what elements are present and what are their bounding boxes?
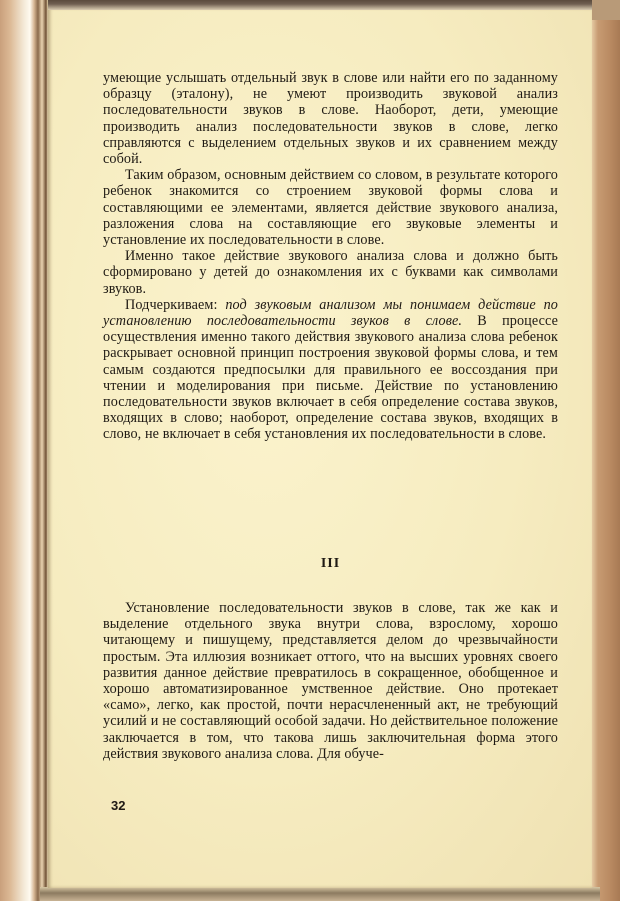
paragraph-1: умеющие услышать отдельный звук в слове или найти его по заданному образцу (эталону), не умеют производить звуковой анализ последовательности звуков в слове. Наоборот, дети, умеющие производить анализ последовательности звуков в слове, легко справляются с выделением отдельных звуков и их сравнением между собой.	[103, 70, 558, 168]
paragraph-3: Именно такое действие звукового анализа слова и должно быть сформировано у детей до ознакомления их с буквами как символами звуков.	[103, 248, 558, 297]
paragraph-2: Таким образом, основным действием со словом, в результате которого ребенок знакомится со строением звуковой формы слова и составляющими ее элементами, является действие звукового анализа, разложения слова на составляющие его звуковые элементы и установление их последовательности в слове.	[103, 167, 558, 249]
paragraph-4-lead: Подчеркиваем:	[125, 296, 226, 313]
book-left-edge	[0, 0, 48, 901]
paragraph-5: Установление последовательности звуков в слове, так же как и выделение отдельного звука внутри слова, взрослому, хорошо читающему и пишущему, представляется делом до чрезвычайности простым. Эта иллюзия возникает оттого, что на высших уровнях своего развития данное действие превратилось в сокращенное, обобщенное и хорошо автоматизированное умственное действие. Оно протекает «само», легко, как простой, почти нерасчлененный акт, не требующий усилий и не составляющий особой задачи. Но действительное положение заключается в том, что такова лишь заключительная форма этого действия звукового анализа слова. Для обуче-	[103, 600, 558, 762]
paragraph-4-emphasis: под звуковым анализом мы понимаем действие по установлению последовательности звуков в слове.	[103, 296, 558, 330]
book-right-edge	[592, 20, 620, 901]
book-bottom-edge	[40, 887, 600, 901]
page-top-shadow	[48, 0, 592, 10]
section-heading: III	[320, 556, 341, 571]
book-page	[48, 8, 592, 888]
paragraph-4-rest: В процессе осуществления именно такого действия звукового анализа слова ребенок раскрывает основной принцип построения звуковой формы слова, и тем самым создаются предпосылки для правильного ее воссоздания при чтении и моделирования при письме. Действие по установлению последовательности звуков включает в себя определение состава звуков, входящих в слово; наоборот, определение состава звуков, входящих в слово, не включает в себя установления их последовательности в слове.	[103, 313, 558, 443]
section-body	[103, 600, 558, 762]
page-number: 32	[111, 798, 126, 813]
paragraph-4	[103, 297, 558, 443]
page-text	[103, 70, 558, 762]
